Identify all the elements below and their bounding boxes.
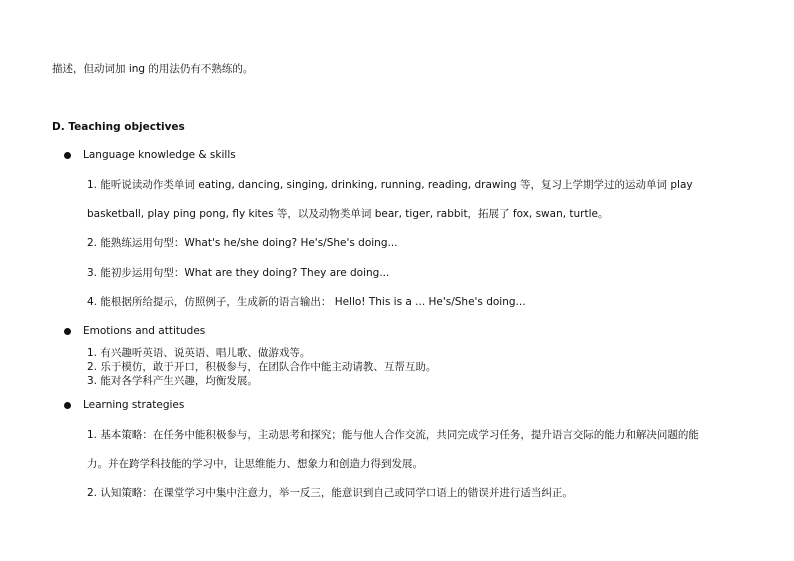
language-item-1a: 1. 能听说读动作类单词 eating, dancing, singing, drinking, running, reading, drawing 等，复习上学期学过的运动单词 play xyxy=(87,179,693,191)
strategies-item-1a: 1. 基本策略：在任务中能积极参与，主动思考和探究；能与他人合作交流，共同完成学习任务，提升语言交际的能力和解决问题的能 xyxy=(87,429,699,441)
emotions-item-2: 2. 乐于模仿，敢于开口，积极参与，在团队合作中能主动请教、互帮互助。 xyxy=(87,361,437,373)
language-item-3: 3. 能初步运用句型：What are they doing? They are doing... xyxy=(87,267,390,279)
language-item-2: 2. 能熟练运用句型：What's he/she doing? He's/She's doing... xyxy=(87,237,398,249)
bullet-icon xyxy=(64,402,71,409)
language-item-1b: basketball, play ping pong, fly kites 等，以及动物类单词 bear, tiger, rabbit，拓展了 fox, swan, turtle。 xyxy=(87,208,609,220)
emotions-item-1: 1. 有兴趣听英语、说英语、唱儿歌、做游戏等。 xyxy=(87,347,311,359)
strategies-item-2: 2. 认知策略：在课堂学习中集中注意力，举一反三，能意识到自己或同学口语上的错误并进行适当纠正。 xyxy=(87,487,573,499)
intro-tail-text: 描述，但动词加 ing 的用法仍有不熟练的。 xyxy=(52,63,254,75)
emotions-item-3: 3. 能对各学科产生兴趣，均衡发展。 xyxy=(87,375,258,387)
language-heading: Language knowledge & skills xyxy=(83,149,236,161)
strategies-item-1b: 力。并在跨学科技能的学习中，让思维能力、想象力和创造力得到发展。 xyxy=(87,458,423,470)
section-title: D. Teaching objectives xyxy=(52,121,185,133)
bullet-icon xyxy=(64,328,71,335)
strategies-heading: Learning strategies xyxy=(83,399,185,411)
emotions-heading: Emotions and attitudes xyxy=(83,325,206,337)
language-item-4: 4. 能根据所给提示，仿照例子，生成新的语言输出： Hello! This is a ... He's/She's doing... xyxy=(87,296,526,308)
bullet-icon xyxy=(64,152,71,159)
